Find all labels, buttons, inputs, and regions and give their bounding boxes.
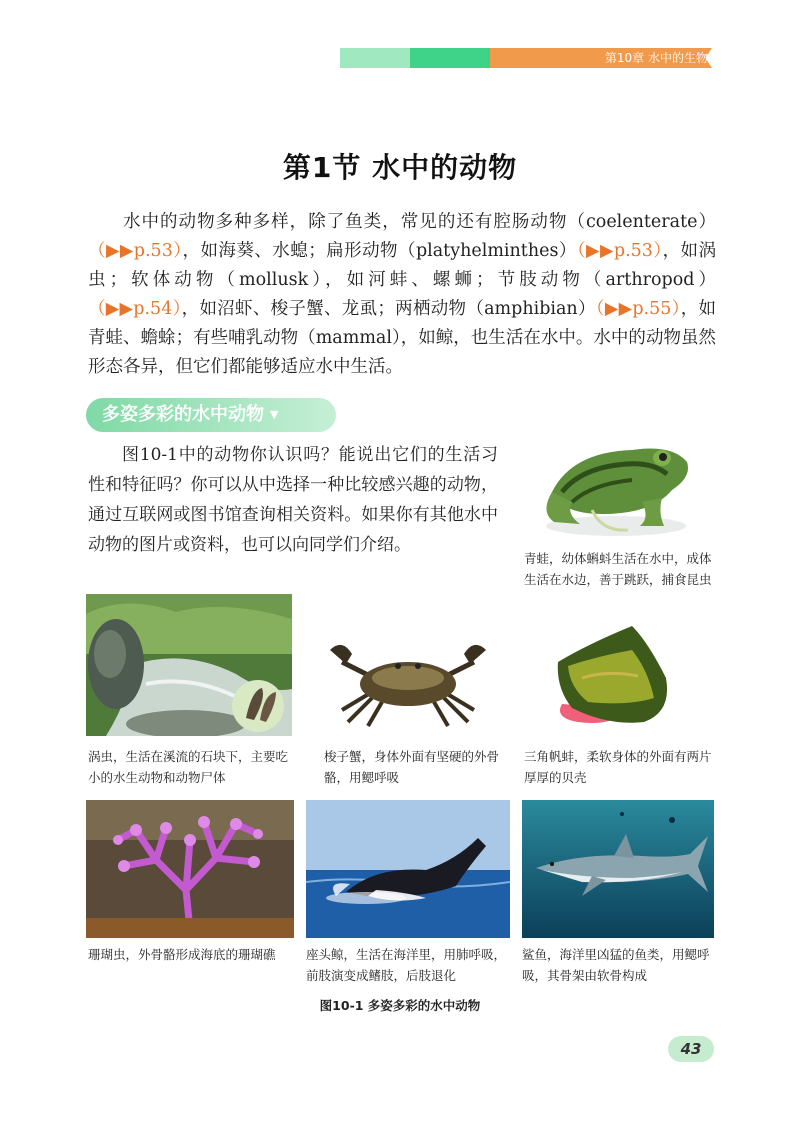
chapter-header: 第10章 水中的生物 (604, 51, 708, 65)
section-title: 第1节 水中的动物 (282, 151, 518, 184)
mussel-image (548, 622, 674, 730)
figure-caption: 图10-1 多姿多彩的水中动物 (319, 998, 481, 1013)
shark-image (522, 800, 714, 938)
crab-caption: 梭子蟹，身体外面有坚硬的外骨骼，用鳃呼吸 (324, 749, 500, 785)
shark-caption: 鲨鱼，海洋里凶猛的鱼类，用鳃呼吸，其骨架由软骨构成 (522, 947, 710, 983)
coral-caption: 珊瑚虫，外骨骼形成海底的珊瑚礁 (88, 947, 276, 962)
intro-text: 水中的动物多种多样，除了鱼类，常见的还有腔肠动物（coelenterate） (123, 212, 716, 232)
subsection-heading-text: 多姿多彩的水中动物 (102, 404, 264, 425)
page-ref-link[interactable]: （▶▶p.55） (595, 299, 681, 319)
planarian-stream-image (86, 594, 292, 736)
intro-text: ，如沼虾、梭子蟹、龙虱；两栖动物（amphibian） (181, 299, 596, 319)
triangle-down-icon: ▼ (270, 408, 279, 421)
intro-text: ，如青蛙、蟾蜍；有些哺乳动物（mammal），如鲸，也生活在水中。水中的动物虽然形态各异，但它们都能够适应水中生活。 (88, 299, 716, 377)
page-ref-link[interactable]: （▶▶p.54） (88, 299, 182, 319)
page-ref-link[interactable]: （▶▶p.53） (576, 241, 663, 261)
intro-text: ，如涡虫；软体动物（mollusk），如河蚌、螺蛳；节肢动物（arthropod） (88, 241, 717, 290)
page-number: 43 (668, 1036, 714, 1062)
header-band-light (340, 48, 410, 68)
crab-image (322, 632, 494, 728)
whale-image (306, 800, 510, 938)
whale-caption: 座头鲸，生活在海洋里，用肺呼吸，前肢演变成鳍肢，后肢退化 (306, 947, 507, 983)
subsection-heading (86, 398, 336, 432)
page-ref-link[interactable]: （▶▶p.53） (88, 241, 183, 261)
intro-text: ，如海葵、水螅；扁形动物（platyhelminthes） (182, 241, 577, 261)
frog-image (532, 422, 700, 540)
mussel-caption: 三角帆蚌，柔软身体的外面有两片厚厚的贝壳 (524, 749, 712, 785)
header-band-green (410, 48, 490, 68)
activity-paragraph: 图10-1中的动物你认识吗？能说出它们的生活习性和特征吗？你可以从中选择一种比较感兴趣的动物，通过互联网或图书馆查询相关资料。如果你有其他水中动物的图片或资料，也可以向同学们介绍。 (88, 445, 498, 555)
intro-paragraph (88, 208, 716, 382)
planarian-caption: 涡虫，生活在溪流的石块下，主要吃小的水生动物和动物尸体 (88, 749, 289, 785)
frog-caption: 青蛙，幼体蝌蚪生活在水中，成体生活在水边，善于跳跃，捕食昆虫 (524, 551, 712, 587)
coral-image (86, 800, 294, 938)
